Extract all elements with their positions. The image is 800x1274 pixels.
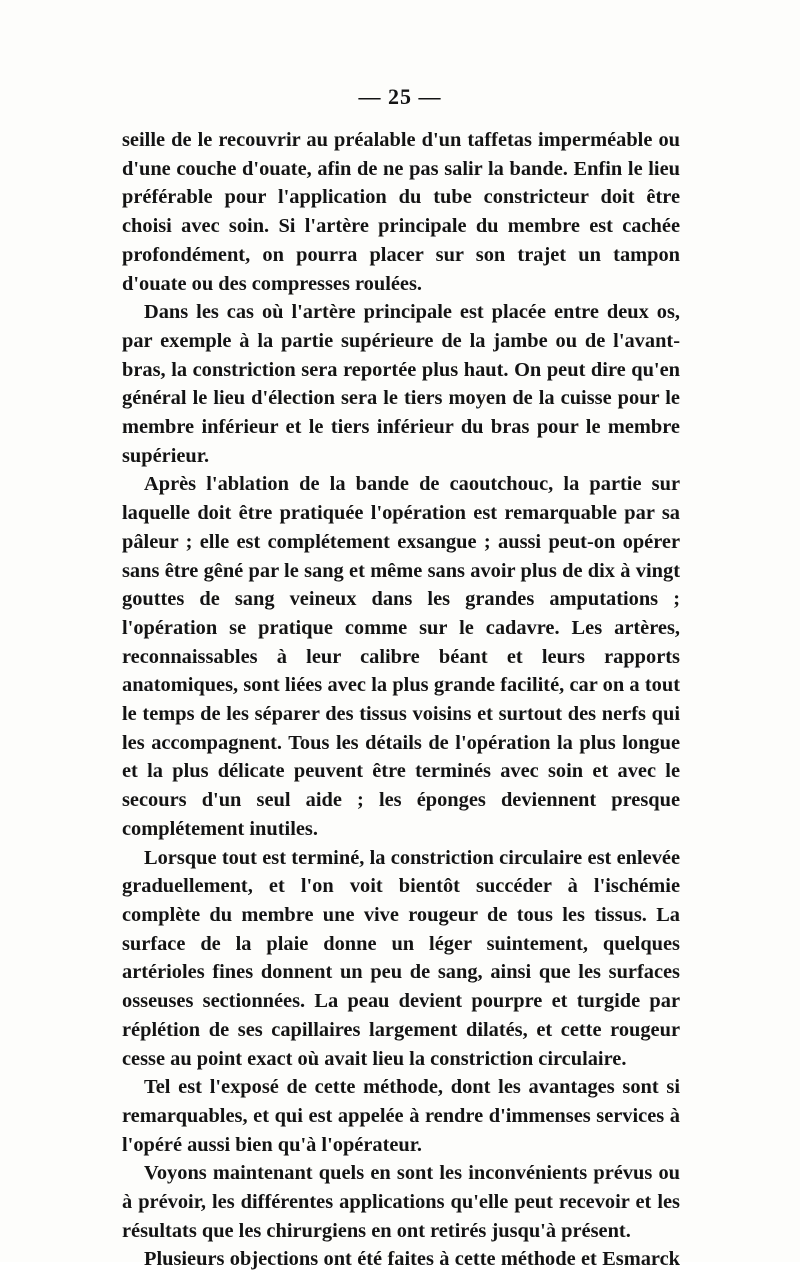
paragraph-5: Tel est l'exposé de cette méthode, dont les avantages sont si remarquables, et qui est appelée à rendre d'immenses services à l'opéré aussi bien qu'à l'opérateur. xyxy=(122,1076,680,1156)
paragraph-3: Après l'ablation de la bande de caoutchouc, la partie sur laquelle doit être pratiquée l'opération est remarquable par sa pâleur ; elle est complétement exsangue ; aussi peut-on opérer sans être gêné par le sang et même sans avoir plus de dix à vingt gouttes de sang veineux dans les grandes amputations ; l'opération se pratique comme sur le cadavre. Les artères, reconnaissables à leur calibre béant et leurs rapports anatomiques, sont liées avec la plus grande facilité, car on a tout le temps de les séparer des tissus voisins et surtout des nerfs qui les accompagnent. Tous les détails de l'opération la plus longue et la plus délicate peuvent être terminés avec soin et avec le secours d'un seul aide ; les éponges deviennent presque complétement inutiles. xyxy=(122,473,680,840)
paragraph-1: seille de le recouvrir au préalable d'un taffetas imperméable ou d'une couche d'ouate, afin de ne pas salir la bande. Enfin le lieu préférable pour l'application du tube constricteur doit être choisi avec soin. Si l'artère principale du membre est cachée profondément, on pourra placer sur son trajet un tampon d'ouate ou des compresses roulées. xyxy=(122,129,680,295)
page-number: — 25 — xyxy=(358,84,442,109)
paragraph-4: Lorsque tout est terminé, la constriction circulaire est enlevée graduellement, et l'on voit bientôt succéder à l'ischémie complète du membre une vive rougeur de tous les tissus. La surface de la plaie donne un léger suintement, quelques artérioles fines donnent un peu de sang, ainsi que les surfaces osseuses sectionnées. La peau devient pourpre et turgide par réplétion de ses capillaires largement dilatés, et cette rougeur cesse au point exact où avait lieu la constriction circulaire. xyxy=(122,846,680,1070)
paragraph-7: Plusieurs objections ont été faites à cette méthode et Esmarck xyxy=(144,1248,680,1271)
body-text xyxy=(122,126,680,1274)
paragraph-2: Dans les cas où l'artère principale est placée entre deux os, par exemple à la partie supérieure de la jambe ou de l'avant-bras, la constriction sera reportée plus haut. On peut dire qu'en général le lieu d'élection sera le tiers moyen de la cuisse pour le membre inférieur et le tiers inférieur du bras pour le membre supérieur. xyxy=(122,301,680,467)
paragraph-6: Voyons maintenant quels en sont les inconvénients prévus ou à prévoir, les différentes applications qu'elle peut recevoir et les résultats que les chirurgiens en ont retirés jusqu'à présent. xyxy=(122,1162,680,1242)
